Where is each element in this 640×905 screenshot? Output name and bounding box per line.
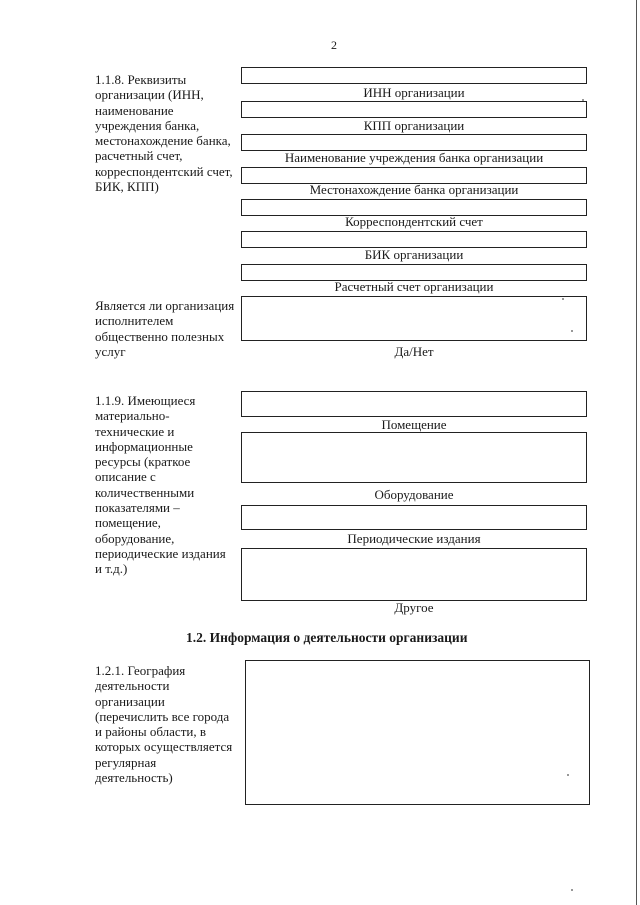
resources-label: 1.1.9. Имеющиеся материально-технические и информационные ресурсы (краткое описание с количественными показателями – помещение, оборудование, периодические издания и т.д.) (95, 393, 226, 577)
kpp-field[interactable] (241, 101, 587, 118)
page-number: 2 (331, 38, 337, 52)
geography-field[interactable] (245, 660, 590, 805)
scan-speck (567, 774, 569, 776)
public-benefit-caption: Да/Нет (394, 344, 434, 359)
bank-name-caption: Наименование учреждения банка организации (284, 150, 544, 165)
inn-caption: ИНН организации (363, 85, 465, 100)
kpp-caption: КПП организации (363, 118, 465, 133)
public-benefit-label: Является ли организация исполнителем общественно полезных услуг (95, 298, 235, 359)
bik-field[interactable] (241, 231, 587, 248)
equipment-caption: Оборудование (374, 487, 454, 502)
scan-speck (571, 330, 573, 332)
scan-speck (571, 889, 573, 891)
scan-speck (582, 99, 584, 101)
other-caption: Другое (394, 600, 434, 615)
public-benefit-field[interactable] (241, 296, 587, 341)
geography-label: 1.2.1. География деятельности организации (перечислить все города и районы области, в которых осуществляется регулярная деятельность) (95, 663, 233, 786)
premises-caption: Помещение (381, 417, 447, 432)
inn-field[interactable] (241, 67, 587, 84)
bank-location-caption: Местонахождение банка организации (309, 182, 519, 197)
page-edge (636, 0, 637, 905)
other-field[interactable] (241, 548, 587, 601)
settlement-account-caption: Расчетный счет организации (334, 279, 494, 294)
correspondent-account-caption: Корреспондентский счет (345, 214, 483, 229)
premises-field[interactable] (241, 391, 587, 417)
periodicals-caption: Периодические издания (347, 531, 481, 546)
bik-caption: БИК организации (364, 247, 464, 262)
periodicals-field[interactable] (241, 505, 587, 530)
bank-name-field[interactable] (241, 134, 587, 151)
section-heading: 1.2. Информация о деятельности организации (186, 630, 468, 645)
requisites-label: 1.1.8. Реквизиты организации (ИНН, наименование учреждения банка, местонахождение банка, расчетный счет, корреспондентский счет, БИК, КПП) (95, 72, 233, 195)
scan-speck (562, 298, 564, 300)
equipment-field[interactable] (241, 432, 587, 483)
